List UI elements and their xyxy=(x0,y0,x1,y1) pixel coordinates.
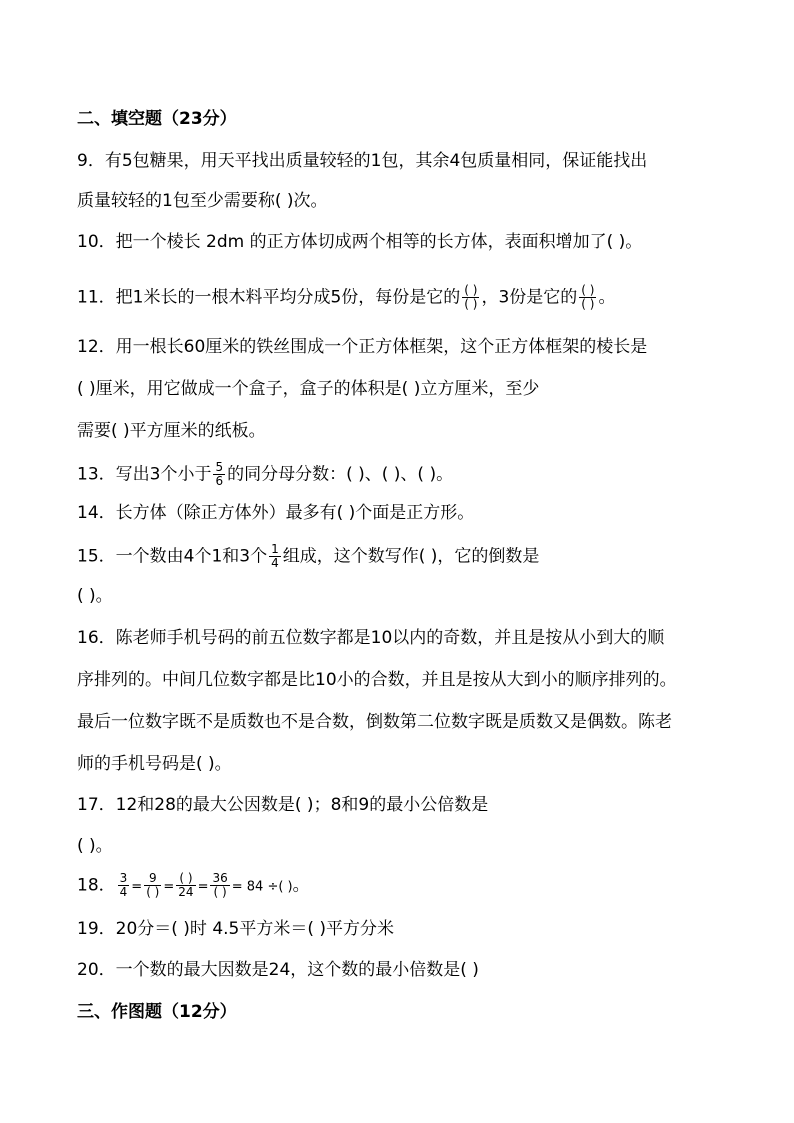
question-12-line-2: ( )厘米，用它做成一个盒子，盒子的体积是( )立方厘米，至少 xyxy=(77,379,540,399)
section-2-title: 二、填空题（23分） xyxy=(77,109,237,129)
question-11-part-3: 。 xyxy=(598,287,616,308)
question-12-line-1: 12．用一根长60厘米的铁丝围成一个正方体框架，这个正方体框架的棱长是 xyxy=(77,337,648,357)
question-16-line-1: 16．陈老师手机号码的前五位数字都是10以内的奇数，并且是按从小到大的顺 xyxy=(77,628,665,648)
fraction-three-quarters: $\frac{3}{4}$ xyxy=(119,871,128,899)
question-19: 19．20分＝( )时 4.5平方米＝( )平方分米 xyxy=(77,919,395,939)
question-17-line-2: ( )。 xyxy=(77,836,113,856)
question-11 xyxy=(77,284,615,311)
fraction-five-sixths: $\frac{5}{6}$ xyxy=(215,460,224,488)
question-13: 13．写出3个小于 $\frac{5}{6}$ 的同分母分数：( )、( )、( )。 xyxy=(77,460,454,488)
question-20: 20．一个数的最大因数是24，这个数的最小倍数是( ) xyxy=(77,960,479,980)
question-9-line-2: 质量较轻的1包至少需要称( )次。 xyxy=(77,191,328,211)
section-3-title: 三、作图题（12分） xyxy=(77,1002,237,1022)
question-14: 14．长方体（除正方体外）最多有( )个面是正方形。 xyxy=(77,503,475,523)
question-16-line-2: 序排列的。中间几位数字都是比10小的合数，并且是按从大到小的顺序排列的。 xyxy=(77,670,677,690)
fraction-blank-over-24: $\frac{( )}{24}$ xyxy=(178,871,194,899)
question-16-line-4: 师的手机号码是( )。 xyxy=(77,754,232,774)
fraction-nine-over-blank: $\frac{9}{( )}$ xyxy=(146,871,160,899)
question-15-line-1: 15．一个数由4个1和3个 $\frac{1}{4}$ 组成，这个数写作( )，它的倒数是 xyxy=(77,542,540,570)
question-11-part-1: 11．把1米长的一根木料平均分成5份，每份是它的 xyxy=(77,287,461,308)
question-18: 18． $\frac{3}{4}$ = $\frac{9}{( )}$ = $\frac{( )}{24}$ = $\frac{36}{( )}$ = 84 ÷( )。 xyxy=(77,871,310,899)
question-9-line-1: 9．有5包糖果，用天平找出质量较轻的1包，其余4包质量相同，保证能找出 xyxy=(77,151,648,171)
fraction-blank-1: $\frac{( )}{( )}$ xyxy=(464,283,478,311)
fraction-blank-2: $\frac{( )}{( )}$ xyxy=(581,283,595,311)
question-10: 10．把一个棱长 2dm 的正方体切成两个相等的长方体，表面积增加了( )。 xyxy=(77,232,643,252)
fraction-36-over-blank: $\frac{36}{( )}$ xyxy=(212,871,228,899)
question-12-line-3: 需要( )平方厘米的纸板。 xyxy=(77,421,266,441)
question-15-line-2: ( )。 xyxy=(77,586,113,606)
fraction-one-quarter: $\frac{1}{4}$ xyxy=(271,542,279,570)
question-11-part-2: ，3份是它的 xyxy=(481,287,578,308)
question-16-line-3: 最后一位数字既不是质数也不是合数，倒数第二位数字既是质数又是偶数。陈老 xyxy=(77,712,672,732)
question-17-line-1: 17．12和28的最大公因数是( )；8和9的最小公倍数是 xyxy=(77,795,489,815)
